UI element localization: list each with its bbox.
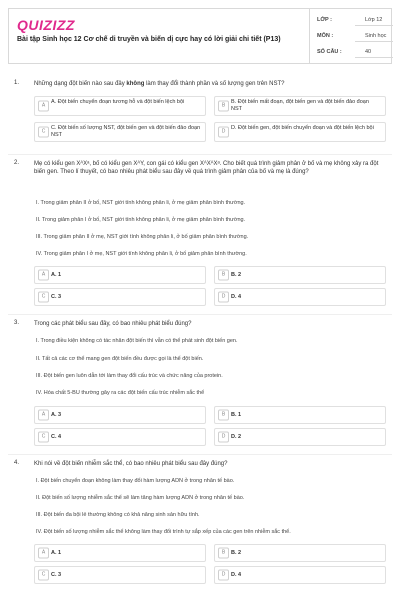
option-d[interactable] [214,428,386,446]
option-letter: C [38,570,49,581]
option-d[interactable] [214,288,386,306]
option-b[interactable] [214,406,386,424]
statement: I. Trong điều kiện không có tác nhân đột biến thì vẫn có thể phát sinh đột biến gen. [36,338,238,344]
statement: I. Trong giảm phân II ở bố, NST giới tính không phân li, ở mẹ giảm phân bình thường. [36,200,246,206]
statement: IV. Trong giảm phân I ở mẹ, NST giới tính không phân li, ở bố giảm phân bình thường. [36,251,247,257]
question-number: 1. [14,80,20,86]
question-number: 3. [14,320,20,326]
meta-subject-value: Sinh học [365,33,387,39]
option-text: D. 4 [231,572,242,578]
option-a[interactable] [34,266,206,284]
option-text: C. Đột biến số lượng NST, đột biến gen và đột biến đảo đoạn NST [51,125,201,138]
option-text: B. Đột biến mất đoạn, đột biến gen và đột biến đảo đoạn NST [231,99,369,112]
option-c[interactable] [34,288,206,306]
option-b[interactable] [214,544,386,562]
option-letter: A [38,270,49,281]
header-divider [309,9,310,63]
meta-class-value: Lớp 12 [365,17,383,23]
meta-underline [355,25,393,26]
option-text: B. 2 [231,272,242,278]
option-text: D. Đột biến gen, đột biến chuyển đoạn và đột biến lệch bội [231,125,374,131]
option-d[interactable] [214,566,386,584]
option-letter: B [218,270,229,281]
question-text: Khi nói về đột biến nhiễm sắc thể, có bao nhiêu phát biểu sau đây đúng? [34,461,228,467]
meta-count-label: SỐ CÂU : [317,49,342,55]
option-letter: A [38,101,49,112]
option-d[interactable] [214,122,386,142]
question-divider [8,314,392,315]
option-letter: B [218,101,229,112]
option-c[interactable] [34,122,206,142]
question-2 [14,160,386,310]
option-letter: A [38,410,49,421]
question-3 [14,320,386,450]
option-text: D. 2 [231,434,242,440]
statement: II. Tất cả các cơ thể mang gen đột biến đều được gọi là thể đột biến. [36,356,204,362]
question-text: Trong các phát biểu sau đây, có bao nhiêu phát biểu đúng? [34,321,192,327]
option-letter: B [218,410,229,421]
option-text: B. 2 [231,550,242,556]
option-letter: D [218,127,229,138]
statement: II. Trong giảm phân I ở bố, NST giới tính không phân li, ở mẹ giảm phân bình thường. [36,217,246,223]
question-1 [14,80,386,152]
statement: IV. Hóa chất 5-BU thường gây ra các đột biến cấu trúc nhiễm sắc thể [36,390,205,396]
option-letter: D [218,570,229,581]
statement: III. Đột biến gen luôn dẫn tới làm thay đổi cấu trúc và chức năng của protein. [36,373,223,379]
statement: II. Đột biến số lượng nhiễm sắc thể sẽ làm tăng hàm lượng ADN ở trong nhân tế bào. [36,495,245,501]
option-letter: C [38,127,49,138]
option-a[interactable] [34,96,206,116]
question-divider [8,154,392,155]
option-text: A. 1 [51,272,62,278]
question-number: 4. [14,460,20,466]
option-text: A. 3 [51,412,62,418]
page-title: Bài tập Sinh học 12 Cơ chế di truyền và biến dị cực hay có lời giải chi tiết (P13) [17,36,281,43]
option-text: B. 1 [231,412,242,418]
meta-count-value: 40 [365,49,372,55]
option-letter: C [38,432,49,443]
option-text: D. 4 [231,294,242,300]
worksheet-header [8,8,392,64]
quizizz-logo: QUIZIZZ [17,17,75,33]
option-text: C. 4 [51,434,62,440]
option-letter: D [218,292,229,303]
question-text: Mẹ có kiểu gen XᴬXᵃ, bố có kiểu gen XᴬY, con gái có kiểu gen XᴬXᴬXᵃ. Cho biết quá trình giảm phân ở bố và mẹ không xảy ra đột biến gen. Theo lí thuyết, có bao nhiêu phát biểu sau đây về quá trình giảm phân của bố và mẹ là đúng? [34,161,379,175]
meta-subject-label: MÔN : [317,33,334,39]
question-text: Những dạng đột biến nào sau đây không làm thay đổi thành phần và số lượng gen trên NST? [34,81,285,87]
option-b[interactable] [214,96,386,116]
option-text: A. 1 [51,550,62,556]
option-a[interactable] [34,406,206,424]
question-4 [14,460,386,590]
option-c[interactable] [34,428,206,446]
meta-underline [355,41,393,42]
statement: I. Đột biến chuyển đoạn không làm thay đổi hàm lượng ADN ở trong nhân tế bào. [36,478,235,484]
option-letter: D [218,432,229,443]
statement: IV. Đột biến số lượng nhiễm sắc thể không làm thay đổi trình tự sắp xếp của các gen trên nhiễm sắc thể. [36,529,291,535]
option-text: C. 3 [51,294,62,300]
meta-class-label: LỚP : [317,17,332,23]
statement: III. Trong giảm phân II ở mẹ, NST giới tính không phân li, ở bố giảm phân bình thường. [36,234,249,240]
option-text: A. Đột biến chuyển đoạn tương hỗ và đột biến lệch bội [51,99,185,105]
option-c[interactable] [34,566,206,584]
statement: III. Đột biến đa bội lẻ thường không có khả năng sinh sản hữu tính. [36,512,200,518]
option-letter: A [38,548,49,559]
option-a[interactable] [34,544,206,562]
question-number: 2. [14,160,20,166]
option-b[interactable] [214,266,386,284]
option-letter: B [218,548,229,559]
meta-underline [355,57,393,58]
option-text: C. 3 [51,572,62,578]
question-divider [8,454,392,455]
option-letter: C [38,292,49,303]
